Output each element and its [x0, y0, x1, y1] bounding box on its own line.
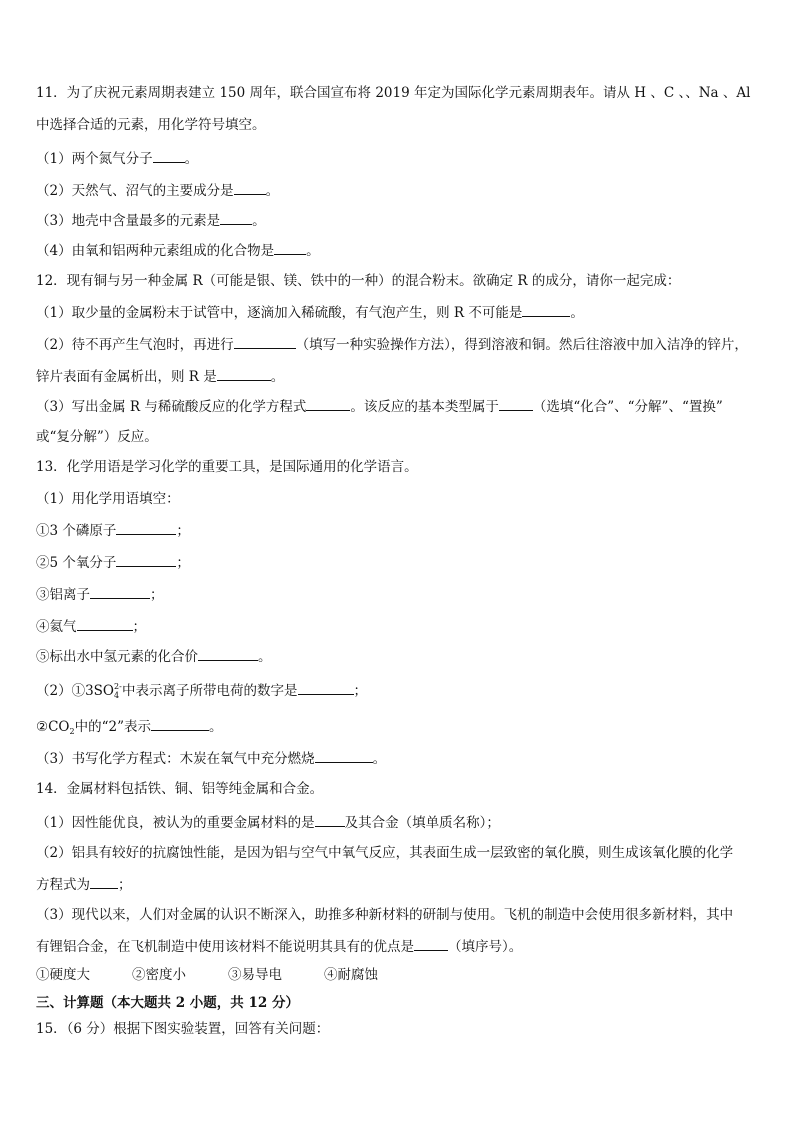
q13-item4: [36, 616, 760, 636]
q13-part3-end: 。: [372, 751, 387, 767]
q12-part2-text-end: 锌片表面有金属析出，则 R 是: [36, 369, 217, 385]
q12-part3: [36, 396, 760, 416]
answer-blank[interactable]: [499, 396, 533, 411]
option-2: ②密度小: [132, 967, 186, 983]
q13-part2-item2-end: 。: [209, 719, 223, 735]
q12-part3-line2: 或“复分解”）反应。: [36, 429, 158, 445]
answer-blank[interactable]: [151, 716, 209, 731]
q11-part4: [36, 240, 760, 260]
q13-stem: 13．化学用语是学习化学的重要工具，是国际通用的化学语言。: [36, 459, 418, 475]
q13-part2-item2-text: 中的“2”表示: [74, 719, 151, 735]
q11-part2-end: 。: [265, 183, 280, 199]
co2-subscript: 2: [69, 727, 75, 736]
q13-item3-end: ；: [150, 587, 164, 603]
q11-part3-text: （3）地壳中含量最多的元素是: [36, 213, 221, 229]
q13-item4-end: ；: [132, 619, 146, 635]
q13-part2-text: 中表示离子所带电荷的数字是: [122, 683, 298, 699]
q14-part3-text: 有锂铝合金，在飞机制造中使用该材料不能说明其具有的优点是: [36, 939, 414, 955]
ion-charge: 2-: [114, 682, 122, 691]
q14-part2: （2）铝具有较好的抗腐蚀性能，是因为铝与空气中氧气反应，其表面生成一层致密的氧化膜，则生成该氧化膜的化学: [36, 845, 734, 861]
q11-stem: 11．为了庆祝元素周期表建立 150 周年，联合国宣布将 2019 年定为国际化学元素周期表年。请从 H 、C 、、Na 、Al: [36, 85, 751, 101]
answer-blank[interactable]: [153, 148, 185, 163]
q11-part2-text: （2）天然气、沼气的主要成分是: [36, 183, 234, 199]
option-3: ③易导电: [228, 967, 282, 983]
q11-part1: [36, 148, 760, 168]
q11-part3: [36, 210, 760, 230]
q13-part1: （1）用化学用语填空：: [36, 491, 180, 507]
q11-part4-text: （4）由氧和铝两种元素组成的化合物是: [36, 243, 275, 259]
q13-item1-end: ；: [176, 523, 190, 539]
q13-item5-text: ⑤标出水中氢元素的化合价: [36, 649, 198, 665]
q14-part3-line2: [36, 936, 760, 956]
q12-part1-text: （1）取少量的金属粉末于试管中，逐滴加入稀硫酸，有气泡产生，则 R 不可能是: [36, 305, 523, 321]
q13-item3: [36, 584, 760, 604]
q14-part3: （3）现代以来，人们对金属的认识不断深入，助推多种新材料的研制与使用。飞机的制造中会使用很多新材料，其中: [36, 907, 734, 923]
q14-part2-text: 方程式为: [36, 877, 90, 893]
q12-part1-end: 。: [570, 305, 584, 321]
answer-blank[interactable]: [274, 240, 306, 255]
q13-part2-end: ；: [353, 683, 367, 699]
q15-stem: 15．（6 分）根据下图实验装置，回答有关问题：: [36, 1021, 330, 1037]
q12-part3-text-cont: 。该反应的基本类型属于: [350, 399, 499, 415]
q13-part3-text: （3）书写化学方程式：木炭在氧气中充分燃烧: [36, 751, 315, 767]
sulfate-charge: [114, 680, 122, 698]
q11-part2: [36, 180, 760, 200]
q12-part3-text: （3）写出金属 R 与稀硫酸反应的化学方程式: [36, 399, 307, 415]
q13-part2-formula: （2）①3SO: [36, 683, 114, 699]
q13-item5: [36, 646, 760, 666]
q12-part2-line2: [36, 366, 760, 386]
answer-blank[interactable]: [315, 748, 373, 763]
answer-blank[interactable]: [198, 646, 258, 661]
q14-stem: 14．金属材料包括铁、铜、铝等纯金属和合金。: [36, 781, 324, 797]
q12-stem: 12．现有铜与另一种金属 R（可能是银、镁、铁中的一种）的混合粉末。欲确定 R 的成分，请你一起完成：: [36, 273, 681, 289]
q11-part4-end: 。: [306, 243, 320, 259]
answer-blank[interactable]: [315, 812, 345, 827]
answer-blank[interactable]: [234, 334, 296, 349]
answer-blank[interactable]: [90, 584, 150, 599]
q13-item2-end: ；: [176, 555, 190, 571]
q14-part1: [36, 812, 760, 832]
q13-item5-end: 。: [258, 649, 272, 665]
answer-blank[interactable]: [298, 680, 354, 695]
q11-stem-cont: 中选择合适的元素，用化学符号填空。: [36, 117, 266, 133]
section-title: 三、计算题（本大题共 2 小题，共 12 分）: [36, 995, 299, 1011]
q14-part1-text: （1）因性能优良，被认为的重要金属材料的是: [36, 815, 315, 831]
q12-part1: [36, 302, 760, 322]
q11-part1-end: 。: [184, 151, 199, 167]
q12-part2: [36, 334, 760, 354]
q13-item2-text: ②5 个氧分子: [36, 555, 117, 571]
answer-blank[interactable]: [522, 302, 570, 317]
q14-part3-end: （填序号）。: [448, 939, 523, 955]
q14-part1-text-cont: 及其合金（填单质名称）；: [344, 815, 500, 831]
ion-subscript: 4: [114, 691, 120, 700]
answer-blank[interactable]: [116, 552, 176, 567]
option-4: ④耐腐蚀: [324, 967, 378, 983]
q13-item1-text: ①3 个磷原子: [36, 523, 117, 539]
q13-part3: [36, 748, 760, 768]
q13-part2-item2: [36, 716, 760, 738]
q13-item2: [36, 552, 760, 572]
q12-part2-end: 。: [270, 369, 285, 385]
answer-blank[interactable]: [77, 616, 133, 631]
answer-blank[interactable]: [90, 874, 118, 889]
q12-part3-choices: （选填“化合”、“分解”、“置换”: [532, 399, 723, 415]
q13-item1: [36, 520, 760, 540]
q11-part1-text: （1）两个氮气分子: [36, 151, 153, 167]
answer-blank[interactable]: [116, 520, 176, 535]
q13-item3-text: ③铝离子: [36, 587, 90, 603]
q13-part2: [36, 680, 760, 700]
option-1: ①硬度大: [36, 967, 90, 983]
q13-item4-text: ④氦气: [36, 619, 77, 635]
answer-blank[interactable]: [217, 366, 271, 381]
answer-blank[interactable]: [220, 210, 252, 225]
q14-options: [36, 966, 760, 984]
q12-part2-text-cont: （填写一种实验操作方法），得到溶液和铜。然后往溶液中加入洁净的锌片，: [295, 337, 748, 353]
answer-blank[interactable]: [306, 396, 350, 411]
q14-part2-line2: [36, 874, 760, 894]
q12-part2-text: （2）待不再产生气泡时，再进行: [36, 337, 234, 353]
q14-part2-end: ；: [118, 877, 132, 893]
co2-formula: ②CO: [36, 719, 70, 735]
answer-blank[interactable]: [234, 180, 266, 195]
answer-blank[interactable]: [414, 936, 448, 951]
q11-part3-end: 。: [252, 213, 266, 229]
